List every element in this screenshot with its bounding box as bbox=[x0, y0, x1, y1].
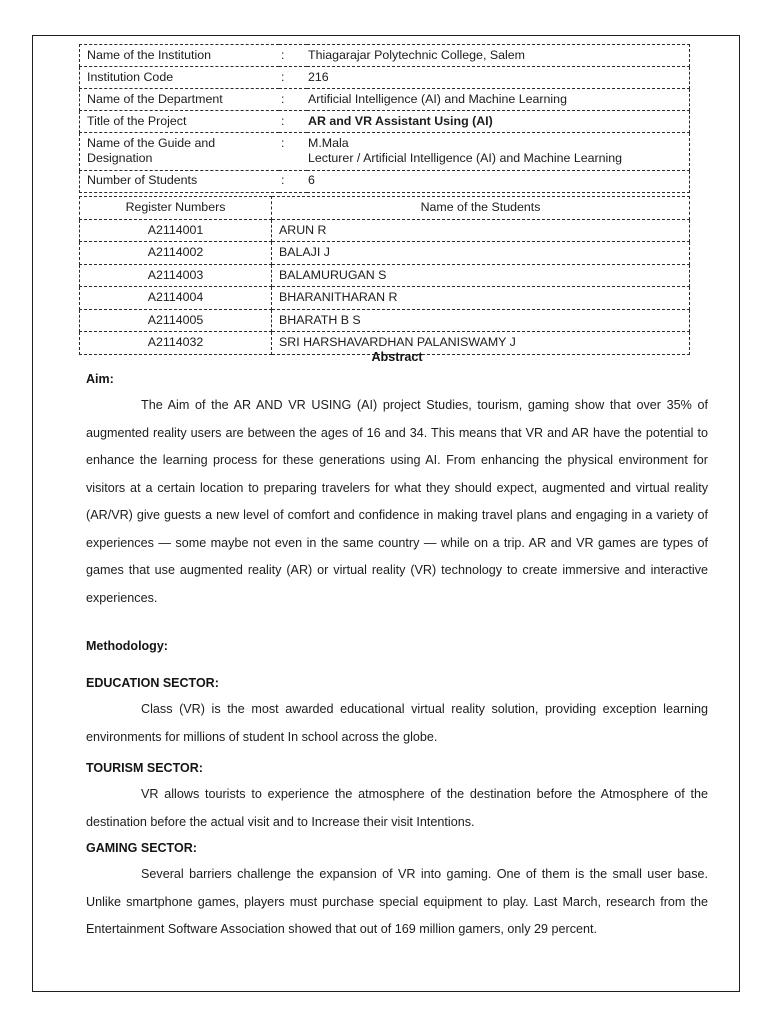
table-row bbox=[80, 242, 690, 265]
methodology-heading: Methodology: bbox=[86, 639, 168, 653]
table-row bbox=[80, 45, 690, 67]
info-colon: : bbox=[279, 133, 307, 171]
aim-paragraph: The Aim of the AR AND VR USING (AI) project Studies, tourism, gaming show that over 35% of augmented reality users are between the ages of 16 and 34. This means that VR and AR have the potential to enhance the learning process for these generations using AI. From enhancing the physical environment for visitors at a certain location to preparing travelers for what they should expect, augmented and virtual reality (AR/VR) give guests a new level of comfort and confidence in making travel plans and engaging in a variety of experiences — some maybe not even in the same country — while on a trip. AR and VR games are types of games that use augmented reality (AR) or virtual reality (VR) technology to create immersive and interactive experiences. bbox=[86, 398, 708, 605]
cell-register-number: A2114003 bbox=[80, 264, 272, 287]
spacer bbox=[86, 612, 708, 638]
abstract-heading: Abstract bbox=[371, 350, 423, 364]
cell-register-number: A2114004 bbox=[80, 287, 272, 310]
cell-student-name: BALAJI J bbox=[272, 242, 690, 265]
page-content-area bbox=[33, 36, 739, 991]
info-colon: : bbox=[279, 170, 307, 192]
education-sector-heading: EDUCATION SECTOR: bbox=[86, 676, 219, 690]
aim-heading: Aim: bbox=[86, 372, 114, 386]
tourism-sector-paragraph: VR allows tourists to experience the atmosphere of the destination before the Atmosphere of the destination before the actual visit and to Increase their visit Intentions. bbox=[86, 787, 708, 829]
table-row bbox=[80, 309, 690, 332]
info-label-guide-designation bbox=[80, 133, 280, 171]
table-row bbox=[80, 89, 690, 111]
table-row bbox=[80, 133, 690, 171]
info-colon: : bbox=[279, 111, 307, 133]
cell-register-number: A2114002 bbox=[80, 242, 272, 265]
table-header-row bbox=[80, 197, 690, 220]
cell-student-name: ARUN R bbox=[272, 219, 690, 242]
info-value-project-title: AR and VR Assistant Using (AI) bbox=[307, 111, 690, 133]
info-label-number-of-students: Number of Students bbox=[80, 170, 280, 192]
document-page bbox=[32, 35, 740, 992]
info-value-number-of-students: 6 bbox=[307, 170, 690, 192]
column-header-register-numbers: Register Numbers bbox=[80, 197, 272, 220]
info-label-institution-name: Name of the Institution bbox=[80, 45, 280, 67]
table-row bbox=[80, 287, 690, 310]
cell-register-number: A2114032 bbox=[80, 332, 272, 355]
info-value-guide-name: M.Mala bbox=[308, 135, 349, 150]
table-row bbox=[80, 219, 690, 242]
table-row bbox=[80, 67, 690, 89]
info-value-department-name: Artificial Intelligence (AI) and Machine Learning bbox=[307, 89, 690, 111]
info-colon: : bbox=[279, 45, 307, 67]
info-label-department-name: Name of the Department bbox=[80, 89, 280, 111]
info-value-guide-designation bbox=[307, 133, 690, 171]
spacer bbox=[86, 655, 708, 675]
table-row bbox=[80, 111, 690, 133]
column-header-student-names: Name of the Students bbox=[272, 197, 690, 220]
cell-register-number: A2114005 bbox=[80, 309, 272, 332]
info-value-institution-code: 216 bbox=[307, 67, 690, 89]
cell-student-name: BALAMURUGAN S bbox=[272, 264, 690, 287]
table-row bbox=[80, 264, 690, 287]
students-table bbox=[79, 196, 690, 355]
gaming-sector-heading: GAMING SECTOR: bbox=[86, 841, 197, 855]
tourism-sector-heading: TOURISM SECTOR: bbox=[86, 761, 203, 775]
info-label-institution-code: Institution Code bbox=[80, 67, 280, 89]
cell-register-number: A2114001 bbox=[80, 219, 272, 242]
info-label-guide-line2: Designation bbox=[87, 151, 153, 165]
institution-info-table bbox=[79, 44, 690, 193]
info-value-institution-name: Thiagarajar Polytechnic College, Salem bbox=[307, 45, 690, 67]
info-value-guide-title: Lecturer / Artificial Intelligence (AI) and Machine Learning bbox=[308, 151, 623, 165]
cell-student-name: SRI HARSHAVARDHAN PALANISWAMY J bbox=[272, 332, 690, 355]
gaming-sector-paragraph: Several barriers challenge the expansion of VR into gaming. One of them is the small user base. Unlike smartphone games, players must purchase special equipment to play. Last March, research from the Entertainment Software Association showed that out of 169 million gamers, only 29 percent. bbox=[86, 867, 708, 936]
spacer bbox=[86, 751, 708, 760]
info-label-guide-line1: Name of the Guide and bbox=[87, 135, 216, 150]
info-label-project-title: Title of the Project bbox=[80, 111, 280, 133]
document-body bbox=[86, 349, 708, 944]
cell-student-name: BHARATH B S bbox=[272, 309, 690, 332]
table-row bbox=[80, 170, 690, 192]
info-colon: : bbox=[279, 67, 307, 89]
info-colon: : bbox=[279, 89, 307, 111]
education-sector-paragraph: Class (VR) is the most awarded educational virtual reality solution, providing exception learning environments for millions of student In school across the globe. bbox=[86, 702, 708, 744]
cell-student-name: BHARANITHARAN R bbox=[272, 287, 690, 310]
